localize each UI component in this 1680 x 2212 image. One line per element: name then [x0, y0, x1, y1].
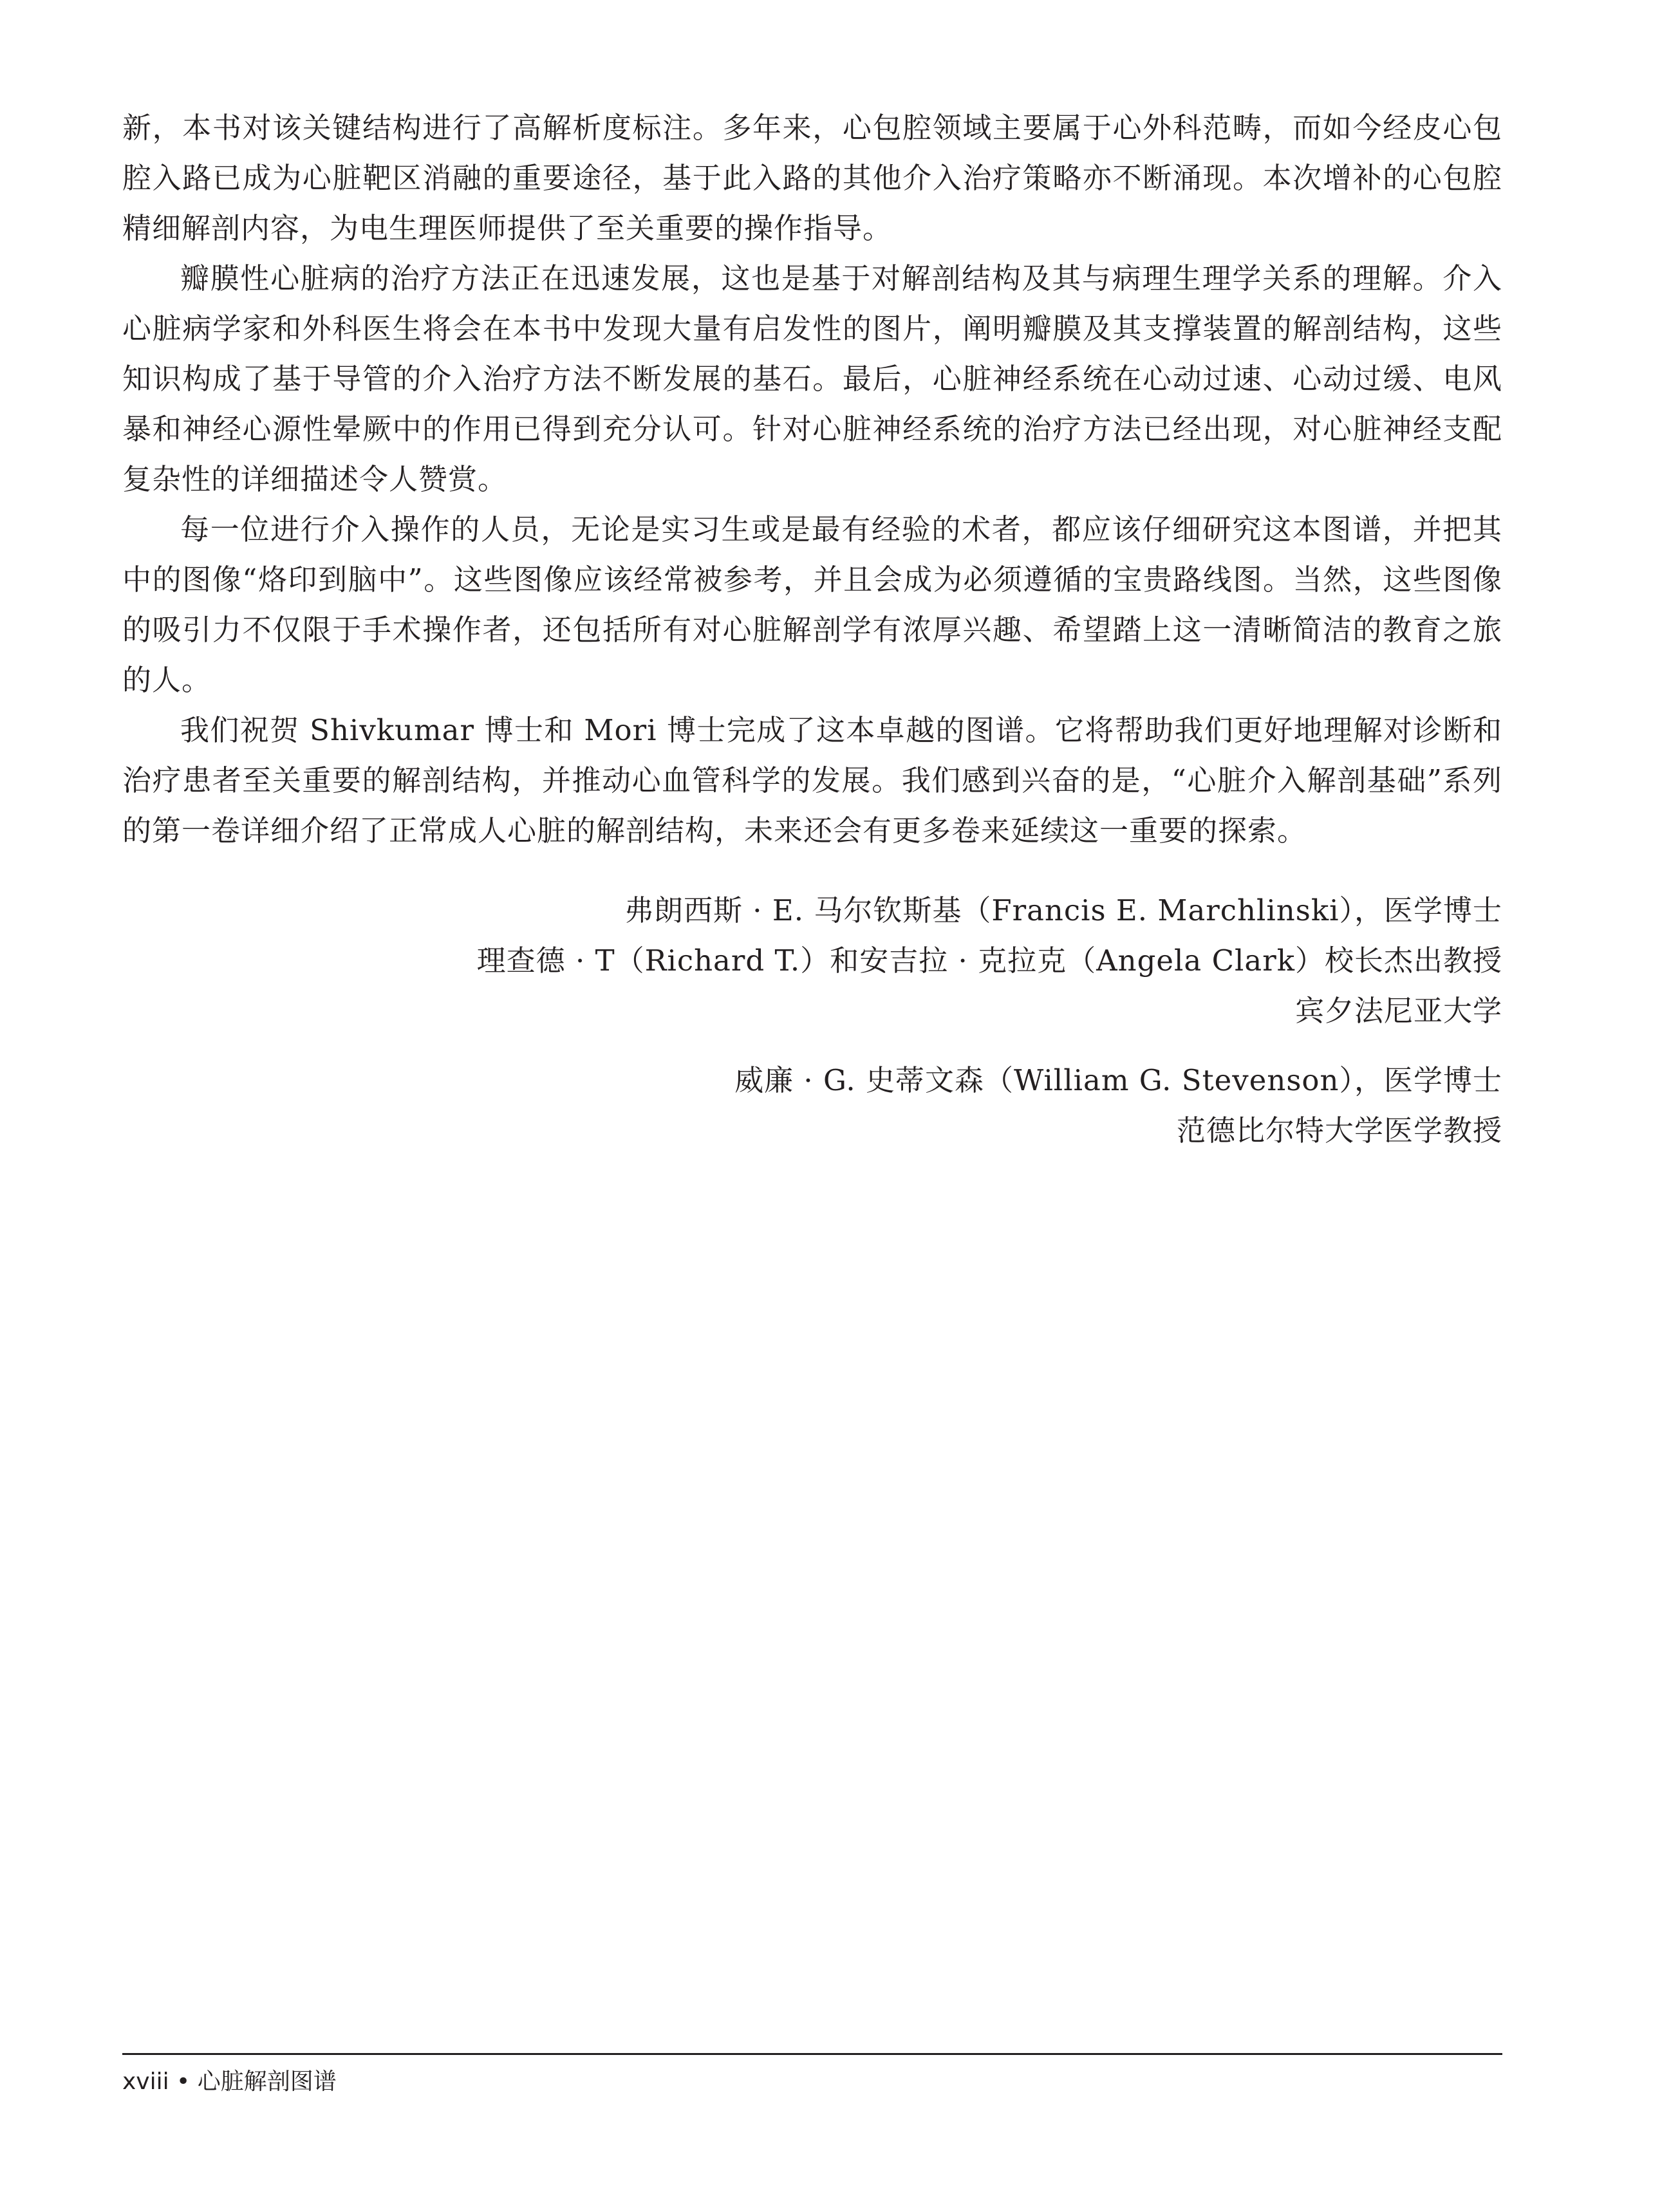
main-content — [122, 103, 1502, 1156]
body-paragraph-3: 每一位进行介入操作的人员，无论是实习生或是最有经验的术者，都应该仔细研究这本图谱，并把其中的图像“烙印到脑中”。这些图像应该经常被参考，并且会成为必须遵循的宝贵路线图。当然，这些图像的吸引力不仅限于手术操作者，还包括所有对心脏解剖学有浓厚兴趣、希望踏上这一清晰简洁的教育之旅的人。 — [122, 512, 1502, 697]
body-paragraph-4: 我们祝贺 Shivkumar 博士和 Mori 博士完成了这本卓越的图谱。它将帮助我们更好地理解对诊断和治疗患者至关重要的解剖结构，并推动心血管科学的发展。我们感到兴奋的是，“心脏介入解剖基础”系列的第一卷详细介绍了正常成人心脏的解剖结构，未来还会有更多卷来延续这一重要的探索。 — [122, 713, 1502, 848]
signature-block-marchlinski — [122, 886, 1502, 1036]
signature-title-line: 理查德 · T（Richard T.）和安吉拉 · 克拉克（Angela Clark）校长杰出教授 — [476, 943, 1502, 978]
page-footer: xviii • 心脏解剖图谱 — [122, 2068, 337, 2095]
signature-title-line: 范德比尔特大学医学教授 — [1176, 1113, 1502, 1148]
signature-block-stevenson — [122, 1055, 1502, 1156]
body-paragraph-1: 新，本书对该关键结构进行了高解析度标注。多年来，心包腔领域主要属于心外科范畴，而如今经皮心包腔入路已成为心脏靶区消融的重要途径，基于此入路的其他介入治疗策略亦不断涌现。本次增补的心包腔精细解剖内容，为电生理医师提供了至关重要的操作指导。 — [122, 111, 1502, 245]
footer-divider — [122, 2053, 1502, 2055]
signature-name-line: 威廉 · G. 史蒂文森（William G. Stevenson），医学博士 — [734, 1063, 1502, 1097]
signature-name-line: 弗朗西斯 · E. 马尔钦斯基（Francis E. Marchlinski），医学博士 — [624, 893, 1502, 927]
signature-affiliation-line: 宾夕法尼亚大学 — [1294, 994, 1502, 1028]
body-paragraph-2: 瓣膜性心脏病的治疗方法正在迅速发展，这也是基于对解剖结构及其与病理生理学关系的理解。介入心脏病学家和外科医生将会在本书中发现大量有启发性的图片，阐明瓣膜及其支撑装置的解剖结构，这些知识构成了基于导管的介入治疗方法不断发展的基石。最后，心脏神经系统在心动过速、心动过缓、电风暴和神经心源性晕厥中的作用已得到充分认可。针对心脏神经系统的治疗方法已经出现，对心脏神经支配复杂性的详细描述令人赞赏。 — [122, 261, 1502, 496]
